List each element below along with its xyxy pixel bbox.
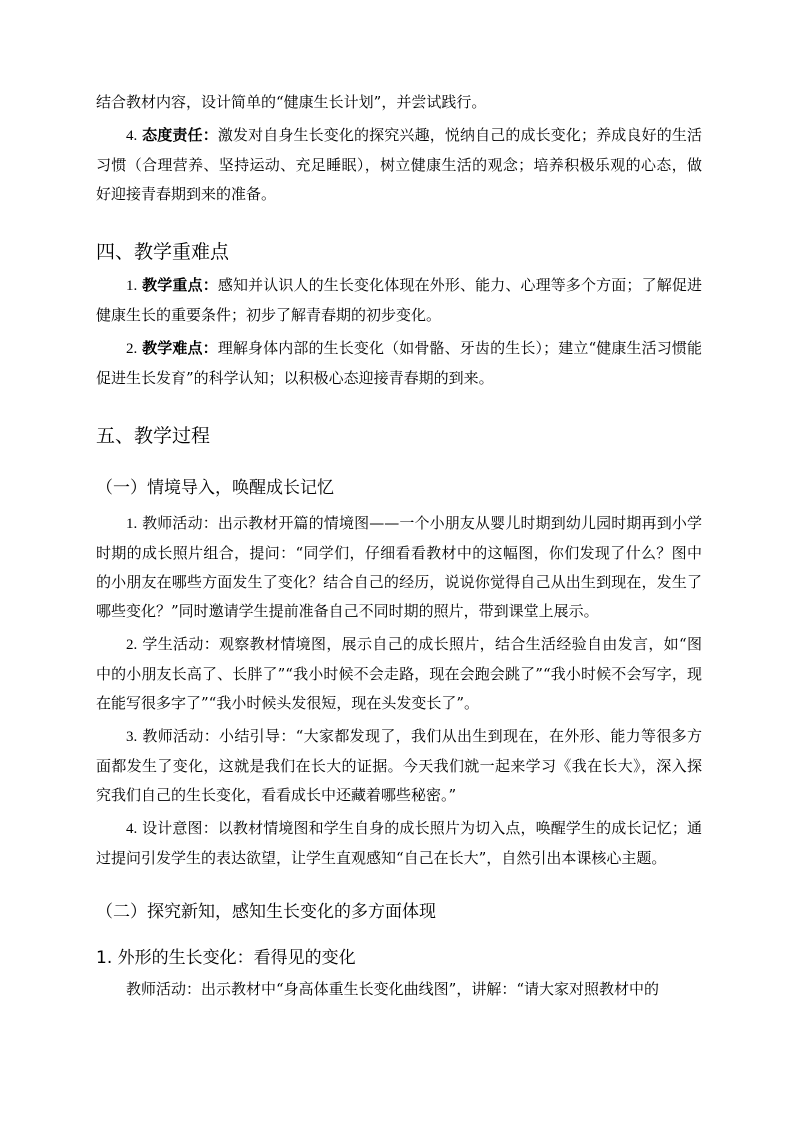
subsection-heading-intro: （一）情境导入，唤醒成长记忆 xyxy=(96,478,334,498)
objective-attitude xyxy=(96,121,702,209)
item-label: 态度责任： xyxy=(142,126,218,144)
subsection-heading-explore: （二）探究新知，感知生长变化的多方面体现 xyxy=(96,902,436,922)
process-item xyxy=(96,630,702,718)
paragraph-continued: 结合教材内容，设计简单的“健康生长计划”，并尝试践行。 xyxy=(96,93,487,111)
process-item xyxy=(96,814,702,873)
difficult-point-item xyxy=(96,334,702,393)
item-text: 理解身体内部的生长变化（如骨骼、牙齿的生长）；建立“健康生活习惯能促进生长发育”的科学认知；以积极心态迎接青春期的到来。 xyxy=(96,339,702,387)
item-number: 1. xyxy=(126,278,138,294)
item-text: 教师活动：小结引导：“大家都发现了，我们从出生到现在，在外形、能力等很多方面都发生了变化，这就是我们在长大的证据。今天我们就一起来学习《我在长大》，深入探究我们自己的生长变化，看看成长中还藏着哪些秘密。” xyxy=(96,727,702,804)
section-heading-key-points: 四、教学重难点 xyxy=(96,241,230,263)
point-heading-appearance: 1. 外形的生长变化：看得见的变化 xyxy=(96,948,356,968)
section-heading-process: 五、教学过程 xyxy=(96,425,211,447)
item-text: 学生活动：观察教材情境图，展示自己的成长照片，结合生活经验自由发言，如“图中的小朋友长高了、长胖了”“我小时候不会走路，现在会跑会跳了”“我小时候不会写字，现在能写很多字了”“我小时候头发很短，现在头发变长了”。 xyxy=(96,635,702,712)
item-text: 设计意图：以教材情境图和学生自身的成长照片为切入点，唤醒学生的成长记忆；通过提问引发学生的表达欲望，让学生直观感知“自己在长大”，自然引出本课核心主题。 xyxy=(96,819,702,867)
item-number: 2. xyxy=(126,341,138,357)
item-number: 4. xyxy=(126,821,138,837)
document-page xyxy=(96,88,702,1004)
item-label: 教学重点： xyxy=(142,276,218,294)
key-point-item xyxy=(96,271,702,330)
point-text: 教师活动：出示教材中“身高体重生长变化曲线图”，讲解：“请大家对照教材中的 xyxy=(126,980,660,998)
item-text: 教师活动：出示教材开篇的情境图——一个小朋友从婴儿时期到幼儿园时期再到小学时期的成长照片组合，提问：“同学们，仔细看看教材中的这幅图，你们发现了什么？图中的小朋友在哪些方面发生了变化？结合自己的经历，说说你觉得自己从出生到现在，发生了哪些变化？”同时邀请学生提前准备自己不同时期的照片，带到课堂上展示。 xyxy=(96,514,702,620)
item-number: 3. xyxy=(126,729,138,745)
process-item xyxy=(96,722,702,810)
process-item xyxy=(96,509,702,626)
item-text: 激发对自身生长变化的探究兴趣，悦纳自己的成长变化；养成良好的生活习惯（合理营养、坚持运动、充足睡眠），树立健康生活的观念；培养积极乐观的心态，做好迎接青春期到来的准备。 xyxy=(96,126,702,203)
item-number: 1. xyxy=(126,516,138,532)
item-label: 教学难点： xyxy=(142,339,218,357)
item-number: 4. xyxy=(126,128,138,144)
item-number: 2. xyxy=(126,637,138,653)
item-text: 感知并认识人的生长变化体现在外形、能力、心理等多个方面；了解促进健康生长的重要条件；初步了解青春期的初步变化。 xyxy=(96,276,702,324)
